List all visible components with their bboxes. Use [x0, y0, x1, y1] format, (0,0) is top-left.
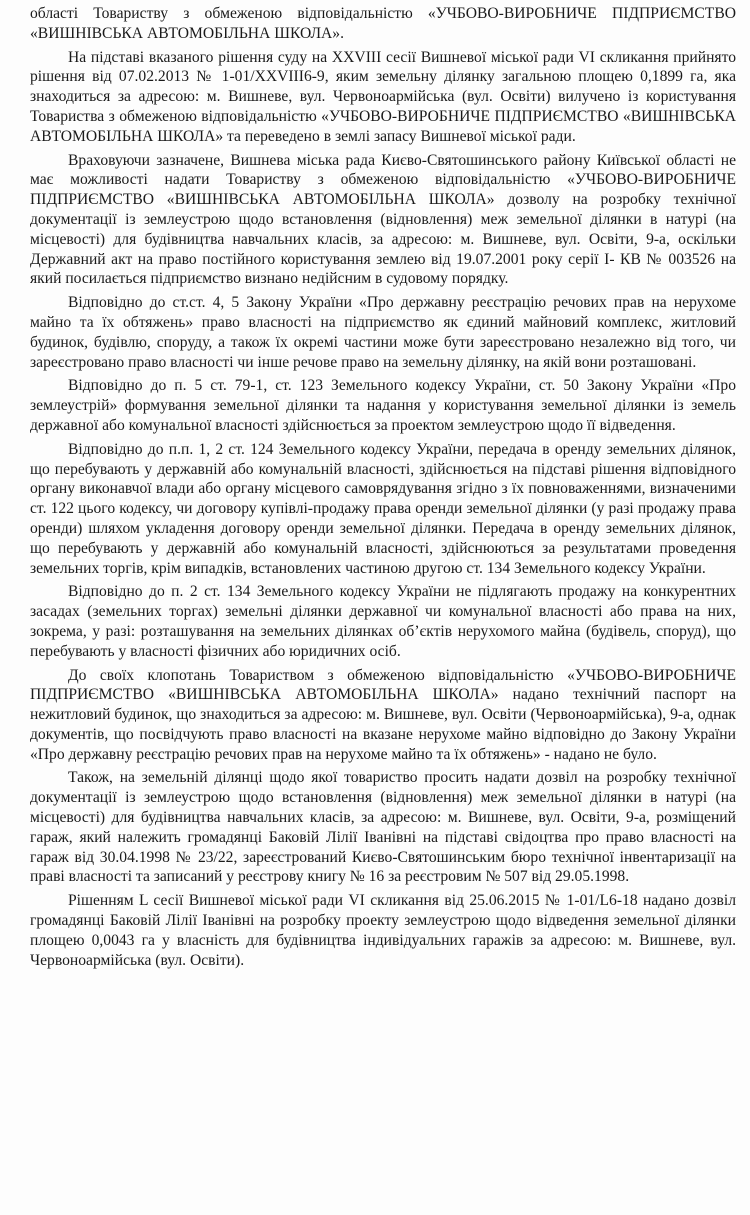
paragraph-1: області Товариству з обмеженою відповідальністю «УЧБОВО-ВИРОБНИЧЕ ПІДПРИЄМСТВО «ВИШНІВСЬКА АВТОМОБІЛЬНА ШКОЛА».: [30, 5, 736, 42]
paragraph-5: Відповідно до п. 5 ст. 79-1, ст. 123 Земельного кодексу України, ст. 50 Закону України «Про землеустрій» формування земельної ділянки та надання у користування земельної ділянки із земель державної або комунальної власності здійснюється за проектом землеустрою щодо її відведення.: [30, 377, 736, 434]
paragraph-10: Рішенням L сесії Вишневої міської ради VI скликання від 25.06.2015 № 1-01/L6-18 надано дозвіл громадянці Баковій Лілії Іванівні на розробку проекту землеустрою щодо відведення земельної ділянки площею 0,0043 га у власність для будівництва індивідуальних гаражів за адресою: м. Вишневе, вул. Червоноармійська (вул. Освіти).: [30, 892, 736, 969]
paragraph-7: Відповідно до п. 2 ст. 134 Земельного кодексу України не підлягають продажу на конкурентних засадах (земельних торгах) земельні ділянки державної чи комунальної власності або права на них, зокрема, у разі: розташування на земельних ділянках об’єктів нерухомого майна (будівель, споруд), що перебувають у власності фізичних або юридичних осіб.: [30, 583, 736, 660]
paragraph-2: На підставі вказаного рішення суду на XXVIII сесії Вишневої міської ради VI скликання прийнято рішення від 07.02.2013 № 1-01/XXVIII6-9, яким земельну ділянку загальною площею 0,1899 га, яка знаходиться за адресою: м. Вишневе, вул. Червоноармійська (вул. Освіти) вилучено із користування Товариства з обмеженою відповідальністю «УЧБОВО-ВИРОБНИЧЕ ПІДПРИЄМСТВО «ВИШНІВСЬКА АВТОМОБІЛЬНА ШКОЛА» та переведено в землі запасу Вишневої міської ради.: [30, 48, 736, 145]
paragraph-8: До своїх клопотань Товариством з обмеженою відповідальністю «УЧБОВО-ВИРОБНИЧЕ ПІДПРИЄМСТВО «ВИШНІВСЬКА АВТОМОБІЛЬНА ШКОЛА» надано технічний паспорт на нежитловий будинок, що знаходиться за адресою: м. Вишневе, вул. Освіти (Червоноармійська), 9-а, однак документів, що посвідчують право власності на вказане нерухоме майно відповідно до Закону України «Про державну реєстрацію речових прав на нерухоме майно та їх обтяжень» - надано не було.: [30, 666, 736, 763]
paragraph-4: Відповідно до ст.ст. 4, 5 Закону України «Про державну реєстрацію речових прав на нерухоме майно та їх обтяжень» право власності на підприємство як єдиний майновий комплекс, житловий будинок, будівлю, споруду, а також їх окремі частини може бути зареєстровано незалежно від того, чи зареєстровано право власності чи інше речове право на земельну ділянку, на якій вони розташовані.: [30, 294, 736, 371]
paragraph-9: Також, на земельній ділянці щодо якої товариство просить надати дозвіл на розробку технічної документації із землеустрою щодо встановлення (відновлення) меж земельної ділянки в натурі (на місцевості) для будівництва навчальних класів, за адресою: м. Вишневе, вул. Освіти, 9-а, розміщений гараж, який належить громадянці Баковій Лілії Іванівні на підставі свідоцтва про право власності на гараж від 30.04.1998 № 23/22, зареєстрований Києво-Святошинським бюро технічної інвентаризації на праві власності та записаний у реєстрову книгу № 16 за реєстровим № 507 від 29.05.1998.: [30, 769, 736, 886]
paragraph-6: Відповідно до п.п. 1, 2 ст. 124 Земельного кодексу України, передача в оренду земельних ділянок, що перебувають у державній або комунальній власності, здійснюється на підставі рішення відповідного органу виконавчої влади або органу місцевого самоврядування згідно з їх повноваженнями, визначеними ст. 122 цього кодексу, чи договору купівлі-продажу права оренди земельної ділянки (у разі продажу права оренди) шляхом укладення договору оренди земельної ділянки. Передача в оренду земельних ділянок, що перебувають у державній або комунальній власності, здійснюються за результатами проведення земельних торгів, крім випадків, встановлених частиною другою ст. 134 Земельного кодексу України.: [30, 440, 736, 577]
paragraph-3: Враховуючи зазначене, Вишнева міська рада Києво-Святошинського району Київської області не має можливості надати Товариству з обмеженою відповідальністю «УЧБОВО-ВИРОБНИЧЕ ПІДПРИЄМСТВО «ВИШНІВСЬКА АВТОМОБІЛЬНА ШКОЛА» дозволу на розробку технічної документації із землеустрою щодо встановлення (відновлення) меж земельної ділянки в натурі (на місцевості) для будівництва навчальних класів, за адресою: м. Вишневе, вул. Освіти, 9-а, оскільки Державний акт на право постійного користування землею від 19.07.2001 року серії І- КВ № 003526 на який посилається підприємство визнано недійсним в судовому порядку.: [30, 151, 736, 288]
